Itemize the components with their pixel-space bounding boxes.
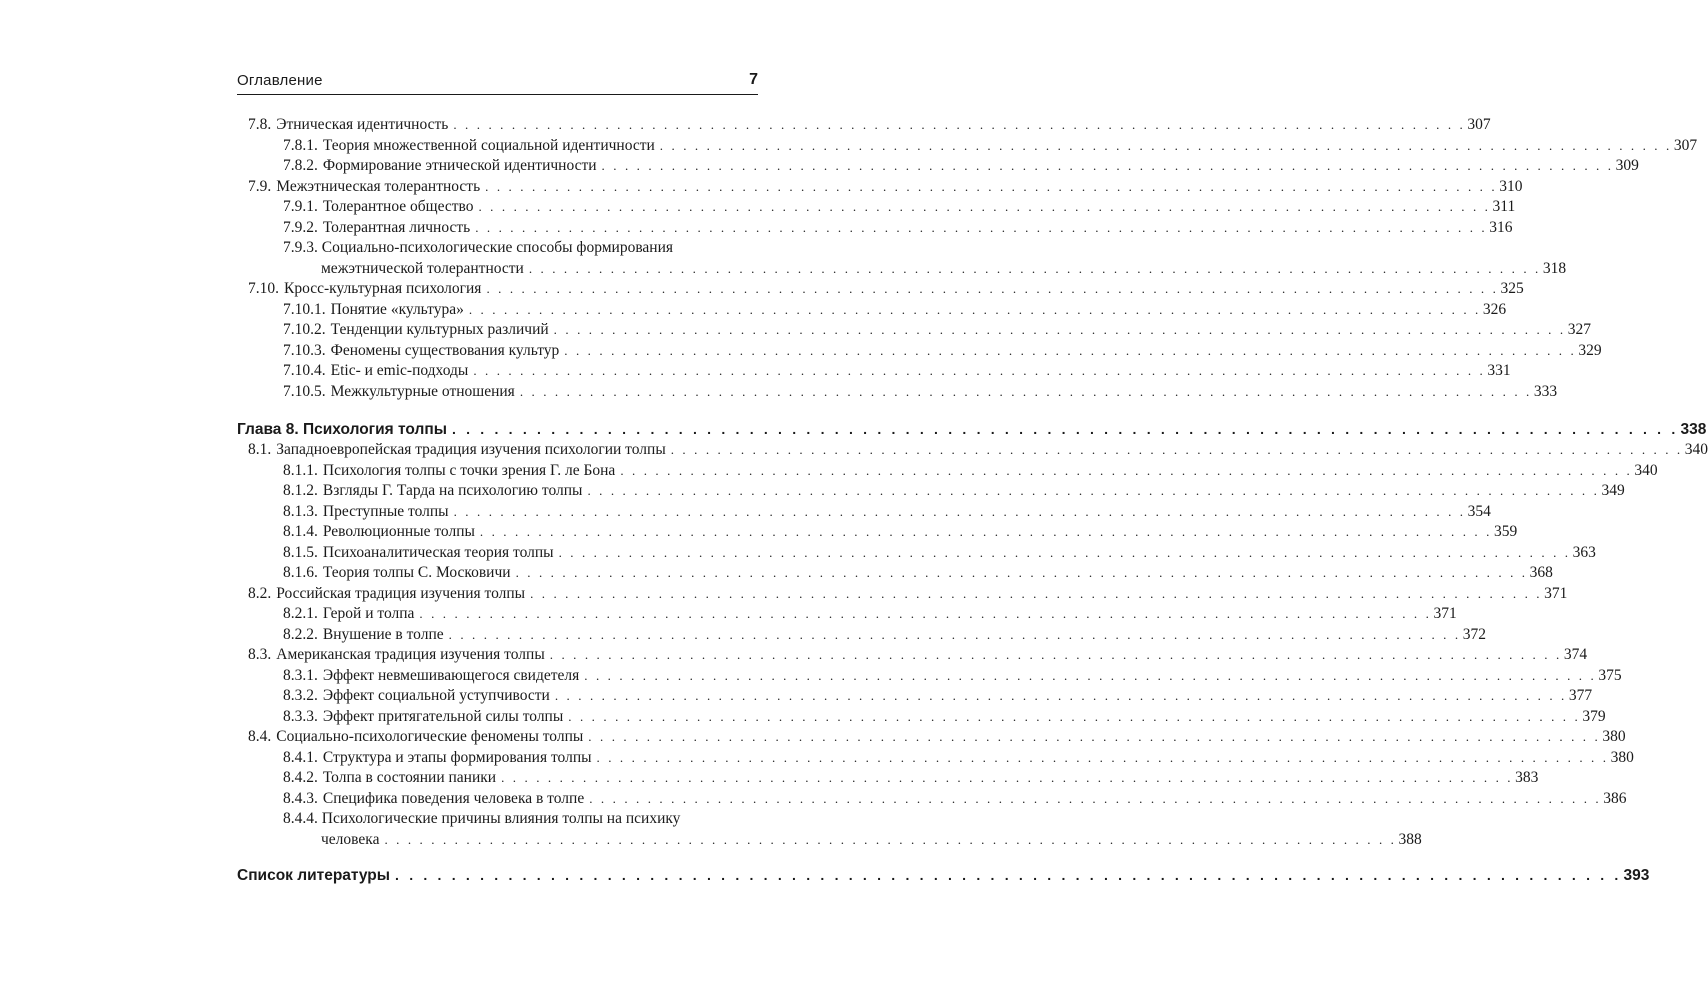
- toc-entry[interactable]: [237, 686, 1593, 707]
- toc-entry-page: 375: [1598, 666, 1622, 684]
- toc-entry-number: 8.2.2.: [283, 625, 318, 643]
- toc-entry-number: 7.8.: [248, 116, 272, 133]
- toc-entry-number: 8.2.1.: [283, 605, 318, 622]
- toc-entry-page: 311: [1492, 198, 1516, 215]
- dot-leader: . . . . . . . . . . . . . . . . . . . . . . . . . . . . . . . . . . . . . . . . . . . . . . . . . . . . . . . . . . . . . . . . . . . . . . . . . . . . . . . . . . . . . . .: [486, 281, 1499, 296]
- dot-leader: . . . . . . . . . . . . . . . . . . . . . . . . . . . . . . . . . . . . . . . . . . . . . . . . . . . . . . . . . . . . . . . . . . . . . . . . . . . . . . . . . . . . . . .: [553, 322, 1566, 337]
- toc-entry-page: 310: [1499, 177, 1523, 195]
- toc-entry-title: Психоаналитическая теория толпы: [322, 543, 554, 561]
- toc-entry-page: 379: [1582, 707, 1606, 725]
- toc-entry[interactable]: [237, 768, 1539, 789]
- toc-entry-title: Etic- и emic-подходы: [330, 362, 469, 379]
- toc-entry[interactable]: [237, 502, 1491, 523]
- toc-entry[interactable]: [237, 177, 1523, 198]
- toc-entry-page: 309: [1615, 157, 1639, 174]
- toc-entry-title: Кросс-культурная психология: [284, 280, 482, 297]
- dot-leader: . . . . . . . . . . . . . . . . . . . . . . . . . . . . . . . . . . . . . . . . . . . . . . . . . . . . . . . . . . . . . . . . . . . . . . . . . . . . . . . . . . . . . . .: [530, 585, 1543, 601]
- toc-entry-title: Американская традиция изучения толпы: [276, 646, 545, 663]
- toc-entry-title: Этническая идентичность: [276, 116, 449, 133]
- toc-entry-page: 380: [1610, 748, 1634, 766]
- dot-leader: . . . . . . . . . . . . . . . . . . . . . . . . . . . . . . . . . . . . . . . . . . . . . . . . . . . . . . . . . . . . . . . . . . . . . . . . . . . . . . . . . . . . . . .: [589, 790, 1602, 806]
- toc-entry-number: 7.9.2.: [283, 218, 318, 236]
- toc-entry-number: 8.1.1.: [283, 461, 318, 479]
- dot-leader: . . . . . . . . . . . . . . . . . . . . . . . . . . . . . . . . . . . . . . . . . . . . . . . . . . . . . . . . . . . . . . . . . . . . . . . . . . . . . . . . . . . . . . .: [473, 363, 1486, 378]
- dot-leader: . . . . . . . . . . . . . . . . . . . . . . . . . . . . . . . . . . . . . . . . . . . . . . . . . . . . . . . . . . . . . . . . . . . . . . . . . . . . . . . . . . . . . . .: [485, 178, 1498, 194]
- dot-leader: . . . . . . . . . . . . . . . . . . . . . . . . . . . . . . . . . . . . . . . . . . . . . . . . . . . . . . . . . . . . . . . . . . . . . . . . . . . . . . . . . . . . . . .: [453, 503, 1466, 519]
- section-spacer: [237, 402, 737, 418]
- toc-entry-title: Толерантное общество: [322, 198, 474, 215]
- toc-entry-number: 7.10.3.: [283, 341, 326, 359]
- toc-entry-number: 8.4.3.: [283, 789, 318, 807]
- toc-entry-page: 383: [1515, 769, 1539, 786]
- toc-entry-page: 325: [1500, 280, 1524, 297]
- toc-entry-title: Взгляды Г. Тарда на психологию толпы: [322, 482, 583, 499]
- toc-entry-number: 8.3.: [248, 646, 272, 663]
- toc-entry-title: Межкультурные отношения: [330, 382, 515, 400]
- toc-entry-number: 7.8.2.: [283, 157, 318, 174]
- toc-entry-page: 388: [1398, 830, 1422, 848]
- toc-entry[interactable]: [237, 666, 1622, 687]
- toc-entry[interactable]: [237, 300, 1507, 321]
- toc-entry-page: 331: [1487, 362, 1511, 379]
- toc-entry-first-line[interactable]: [237, 238, 737, 259]
- toc-entry-number: 8.4.1.: [283, 748, 318, 766]
- toc-entry[interactable]: [237, 604, 1457, 625]
- toc-entry-page: 374: [1563, 646, 1588, 663]
- dot-leader: . . . . . . . . . . . . . . . . . . . . . . . . . . . . . . . . . . . . . . . . . . . . . . . . . . . . . . . . . . . . . . . . . . . . . . . . . . . . . . . . . . . . . . .: [554, 688, 1567, 703]
- toc-entry-number: 7.10.2.: [283, 321, 326, 338]
- toc-entry[interactable]: [237, 279, 1524, 300]
- toc-entry[interactable]: [237, 645, 1588, 666]
- toc-entry[interactable]: [237, 361, 1511, 382]
- toc-entry-page: 329: [1578, 341, 1602, 359]
- toc-entry-number: 7.10.4.: [283, 362, 326, 379]
- toc-entry-page: 377: [1568, 687, 1593, 704]
- toc-entry[interactable]: [237, 727, 1626, 748]
- toc-entry-page: 349: [1601, 482, 1625, 499]
- toc-entry-title: Российская традиция изучения толпы: [276, 584, 526, 602]
- toc-entry-title: Толерантная личность: [322, 218, 471, 236]
- toc-entry-number: 8.1.4.: [283, 523, 318, 540]
- dot-leader: . . . . . . . . . . . . . . . . . . . . . . . . . . . . . . . . . . . . . . . . . . . . . . . . . . . . . . . . . . . . . . . . . . . . . . . . . . . . . . . . . . . . . . .: [453, 117, 1466, 132]
- dot-leader: . . . . . . . . . . . . . . . . . . . . . . . . . . . . . . . . . . . . . . . . . . . . . . . . . . . . . . . . . . . . . . . . . . . . . . . . . . . . . . . . . . . . . . .: [479, 524, 1492, 539]
- toc-entry-number: 8.2.: [248, 584, 272, 602]
- toc-entry[interactable]: [237, 461, 1658, 482]
- dot-leader: . . . . . . . . . . . . . . . . . . . . . . . . . . . . . . . . . . . . . . . . . . . . . . . . . . . . . . . . . . . . . . . . . . . . . . . . . . . . . . . . . . . . . . .: [451, 421, 1679, 437]
- toc-entry-number: 8.1.: [248, 441, 272, 458]
- toc-entry[interactable]: [237, 707, 1606, 728]
- toc-entry-number: 8.4.2.: [283, 769, 318, 786]
- toc-entry[interactable]: [237, 584, 1568, 605]
- toc-entry-title: человека: [321, 830, 380, 848]
- toc-entry-page: 371: [1433, 605, 1457, 622]
- toc-entry[interactable]: [237, 136, 1698, 157]
- toc-entry-title: Феномены существования культур: [330, 341, 560, 359]
- toc-entry[interactable]: [237, 156, 1639, 177]
- toc-entry-title: Психологические причины влияния толпы на психику: [321, 810, 681, 827]
- toc-entry-number: 8.1.5.: [283, 543, 318, 561]
- dot-leader: . . . . . . . . . . . . . . . . . . . . . . . . . . . . . . . . . . . . . . . . . . . . . . . . . . . . . . . . . . . . . . . . . . . . . . . . . . . . . . . . . . . . . . .: [475, 219, 1488, 235]
- dot-leader: . . . . . . . . . . . . . . . . . . . . . . . . . . . . . . . . . . . . . . . . . . . . . . . . . . . . . . . . . . . . . . . . . . . . . . . . . . . . . . . . . . . . . . .: [519, 383, 1532, 399]
- running-header-title: Оглавление: [237, 72, 323, 89]
- dot-leader: . . . . . . . . . . . . . . . . . . . . . . . . . . . . . . . . . . . . . . . . . . . . . . . . . . . . . . . . . . . . . . . . . . . . . . . . . . . . . . . . . . . . . . .: [448, 626, 1461, 642]
- toc-entry[interactable]: [237, 341, 1602, 362]
- toc-entry-number: 8.3.2.: [283, 687, 318, 704]
- toc-entry-title: Формирование этнической идентичности: [322, 157, 597, 174]
- dot-leader: . . . . . . . . . . . . . . . . . . . . . . . . . . . . . . . . . . . . . . . . . . . . . . . . . . . . . . . . . . . . . . . . . . . . . . . . . . . . . . . . . . . . . . .: [564, 342, 1577, 358]
- toc-entry[interactable]: [237, 789, 1627, 810]
- toc-entry-title: Внушение в толпе: [322, 625, 444, 643]
- toc-entry-title: Эффект социальной уступчивости: [322, 687, 550, 704]
- toc-entry-title: Эффект притягательной силы толпы: [322, 707, 564, 725]
- toc-entry-title: Теория множественной социальной идентичности: [322, 136, 655, 154]
- toc-entry-page: 307: [1673, 136, 1698, 154]
- toc-entry-number: 7.9.: [248, 177, 272, 195]
- toc-entry-page: 326: [1482, 300, 1507, 318]
- toc-entry-page: 327: [1567, 321, 1591, 338]
- toc-entry[interactable]: [237, 440, 1708, 461]
- toc-entry-title: Понятие «культура»: [330, 300, 464, 318]
- page-number: 7: [749, 71, 758, 88]
- toc-entry-number: 7.10.5.: [283, 382, 326, 400]
- toc-entry[interactable]: [237, 625, 1486, 646]
- toc-entry-title: межэтнической толерантности: [321, 259, 524, 277]
- toc-entry-page: 363: [1572, 543, 1596, 561]
- toc-entry-number: 7.9.1.: [283, 198, 318, 215]
- dot-leader: . . . . . . . . . . . . . . . . . . . . . . . . . . . . . . . . . . . . . . . . . . . . . . . . . . . . . . . . . . . . . . . . . . . . . . . . . . . . . . . . . . . . . . .: [384, 831, 1397, 847]
- dot-leader: . . . . . . . . . . . . . . . . . . . . . . . . . . . . . . . . . . . . . . . . . . . . . . . . . . . . . . . . . . . . . . . . . . . . . . . . . . . . . . . . . . . . . . .: [584, 667, 1597, 683]
- toc-entry-number: 8.3.3.: [283, 707, 318, 725]
- toc-entry-title: Эффект невмешивающегося свидетеля: [322, 666, 580, 684]
- toc-entry-number: 8.3.1.: [283, 666, 318, 684]
- toc-entry[interactable]: [237, 563, 1553, 584]
- dot-leader: . . . . . . . . . . . . . . . . . . . . . . . . . . . . . . . . . . . . . . . . . . . . . . . . . . . . . . . . . . . . . . . . . . . . . . . . . . . . . . . . . . . . . . .: [558, 544, 1571, 560]
- dot-leader: . . . . . . . . . . . . . . . . . . . . . . . . . . . . . . . . . . . . . . . . . . . . . . . . . . . . . . . . . . . . . . . . . . . . . . . . . . . . . . . . . . . . . . .: [395, 867, 1622, 883]
- toc-entry-page: 338: [1680, 421, 1707, 438]
- toc-entry-title: Герой и толпа: [322, 605, 415, 622]
- dot-leader: . . . . . . . . . . . . . . . . . . . . . . . . . . . . . . . . . . . . . . . . . . . . . . . . . . . . . . . . . . . . . . . . . . . . . . . . . . . . . . . . . . . . . . .: [468, 301, 1481, 317]
- toc-entry-page: 318: [1542, 259, 1567, 277]
- dot-leader: . . . . . . . . . . . . . . . . . . . . . . . . . . . . . . . . . . . . . . . . . . . . . . . . . . . . . . . . . . . . . . . . . . . . . . . . . . . . . . . . . . . . . . .: [596, 749, 1609, 765]
- dot-leader: . . . . . . . . . . . . . . . . . . . . . . . . . . . . . . . . . . . . . . . . . . . . . . . . . . . . . . . . . . . . . . . . . . . . . . . . . . . . . . . . . . . . . . .: [528, 260, 1541, 276]
- toc-entry-number: 8.1.3.: [283, 502, 318, 520]
- toc-entry-page: 333: [1533, 382, 1558, 400]
- toc-entry-page: 340: [1634, 461, 1658, 479]
- toc-entry-page: 307: [1467, 116, 1491, 133]
- toc-entry-title: Список литературы: [237, 867, 391, 884]
- dot-leader: . . . . . . . . . . . . . . . . . . . . . . . . . . . . . . . . . . . . . . . . . . . . . . . . . . . . . . . . . . . . . . . . . . . . . . . . . . . . . . . . . . . . . . .: [419, 606, 1432, 621]
- toc-entry-title: Психология толпы с точки зрения Г. ле Бона: [322, 461, 616, 479]
- toc-entry-number: 7.8.1.: [283, 136, 318, 154]
- toc-entry-page: 316: [1489, 218, 1513, 236]
- toc-entry-page: 354: [1467, 502, 1491, 520]
- toc-entry-number: 7.10.1.: [283, 300, 326, 318]
- toc-entry-title: Революционные толпы: [322, 523, 475, 540]
- toc-entry-number: 8.1.2.: [283, 482, 318, 499]
- toc-entry-title: Социально-психологические способы формирования: [321, 239, 674, 256]
- table-of-contents: [237, 115, 1708, 886]
- toc-entry[interactable]: [237, 830, 1422, 851]
- toc-entry-title: Толпа в состоянии паники: [322, 769, 497, 786]
- toc-entry-number: 8.4.4.: [283, 810, 322, 827]
- toc-entry[interactable]: [237, 320, 1591, 341]
- toc-entry-page: 393: [1623, 867, 1650, 884]
- toc-entry-number: 7.10.: [248, 280, 279, 297]
- dot-leader: . . . . . . . . . . . . . . . . . . . . . . . . . . . . . . . . . . . . . . . . . . . . . . . . . . . . . . . . . . . . . . . . . . . . . . . . . . . . . . . . . . . . . . .: [549, 647, 1562, 662]
- section-spacer: [237, 850, 737, 864]
- toc-entry[interactable]: [237, 218, 1513, 239]
- dot-leader: . . . . . . . . . . . . . . . . . . . . . . . . . . . . . . . . . . . . . . . . . . . . . . . . . . . . . . . . . . . . . . . . . . . . . . . . . . . . . . . . . . . . . . .: [670, 442, 1683, 457]
- dot-leader: . . . . . . . . . . . . . . . . . . . . . . . . . . . . . . . . . . . . . . . . . . . . . . . . . . . . . . . . . . . . . . . . . . . . . . . . . . . . . . . . . . . . . . .: [601, 158, 1614, 173]
- dot-leader: . . . . . . . . . . . . . . . . . . . . . . . . . . . . . . . . . . . . . . . . . . . . . . . . . . . . . . . . . . . . . . . . . . . . . . . . . . . . . . . . . . . . . . .: [588, 729, 1601, 744]
- toc-entry-title: Западноевропейская традиция изучения психологии толпы: [276, 441, 666, 458]
- toc-entry-title: Межэтническая толерантность: [276, 177, 481, 195]
- toc-entry-page: 368: [1529, 564, 1553, 581]
- toc-entry[interactable]: [237, 543, 1596, 564]
- toc-entry-title: Специфика поведения человека в толпе: [322, 789, 585, 807]
- toc-entry[interactable]: [237, 115, 1491, 136]
- toc-entry[interactable]: [237, 748, 1634, 769]
- dot-leader: . . . . . . . . . . . . . . . . . . . . . . . . . . . . . . . . . . . . . . . . . . . . . . . . . . . . . . . . . . . . . . . . . . . . . . . . . . . . . . . . . . . . . . .: [659, 137, 1672, 153]
- toc-entry-number: 7.9.3.: [283, 239, 322, 256]
- dot-leader: . . . . . . . . . . . . . . . . . . . . . . . . . . . . . . . . . . . . . . . . . . . . . . . . . . . . . . . . . . . . . . . . . . . . . . . . . . . . . . . . . . . . . . .: [568, 708, 1581, 724]
- toc-chapter-entry[interactable]: [237, 418, 1707, 440]
- toc-entry-title: Социально-психологические феномены толпы: [276, 728, 584, 745]
- toc-entry-title: Преступные толпы: [322, 502, 449, 520]
- toc-entry-page: 371: [1544, 584, 1568, 602]
- toc-entry[interactable]: [237, 481, 1625, 502]
- dot-leader: . . . . . . . . . . . . . . . . . . . . . . . . . . . . . . . . . . . . . . . . . . . . . . . . . . . . . . . . . . . . . . . . . . . . . . . . . . . . . . . . . . . . . . .: [587, 483, 1600, 498]
- dot-leader: . . . . . . . . . . . . . . . . . . . . . . . . . . . . . . . . . . . . . . . . . . . . . . . . . . . . . . . . . . . . . . . . . . . . . . . . . . . . . . . . . . . . . . .: [478, 199, 1491, 214]
- dot-leader: . . . . . . . . . . . . . . . . . . . . . . . . . . . . . . . . . . . . . . . . . . . . . . . . . . . . . . . . . . . . . . . . . . . . . . . . . . . . . . . . . . . . . . .: [515, 565, 1528, 580]
- toc-entry-page: 372: [1462, 625, 1486, 643]
- toc-entry-page: 340: [1684, 441, 1708, 458]
- toc-entry-page: 359: [1493, 523, 1518, 540]
- dot-leader: . . . . . . . . . . . . . . . . . . . . . . . . . . . . . . . . . . . . . . . . . . . . . . . . . . . . . . . . . . . . . . . . . . . . . . . . . . . . . . . . . . . . . . .: [620, 462, 1633, 478]
- toc-entry-title: Структура и этапы формирования толпы: [322, 748, 592, 766]
- toc-entry-page: 386: [1603, 789, 1627, 807]
- toc-entry[interactable]: [237, 197, 1516, 218]
- toc-entry-page: 380: [1602, 728, 1626, 745]
- toc-entry-title: Теория толпы С. Московичи: [322, 564, 511, 581]
- toc-entry-title: Тенденции культурных различий: [330, 321, 549, 338]
- toc-entry-number: 8.4.: [248, 728, 272, 745]
- toc-entry[interactable]: [237, 259, 1567, 280]
- toc-entry-first-line[interactable]: [237, 809, 737, 830]
- toc-entry[interactable]: [237, 382, 1558, 403]
- running-header: [237, 72, 758, 95]
- dot-leader: . . . . . . . . . . . . . . . . . . . . . . . . . . . . . . . . . . . . . . . . . . . . . . . . . . . . . . . . . . . . . . . . . . . . . . . . . . . . . . . . . . . . . . .: [501, 770, 1514, 785]
- toc-entry[interactable]: [237, 522, 1518, 543]
- toc-entry-title: Глава 8. Психология толпы: [237, 421, 447, 438]
- toc-chapter-entry[interactable]: [237, 864, 1650, 886]
- toc-entry-number: 8.1.6.: [283, 564, 318, 581]
